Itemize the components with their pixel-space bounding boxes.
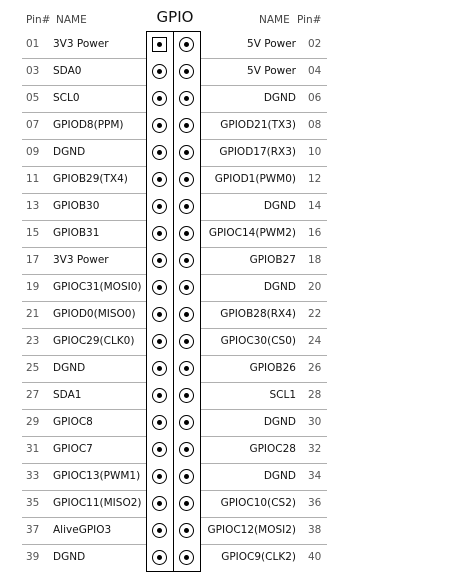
- round-pin-icon: [179, 469, 194, 484]
- round-pin-icon: [152, 334, 167, 349]
- pin-number-left: 23: [26, 335, 40, 347]
- pin-name-left: GPIOC11(MISO2): [53, 497, 142, 509]
- pin-number-left: 15: [26, 227, 40, 239]
- pin-number-right: 20: [308, 281, 322, 293]
- pin-name-left: GPIOB31: [53, 227, 100, 239]
- pin-name-left: GPIOC13(PWM1): [53, 470, 141, 482]
- pin-number-left: 11: [26, 173, 40, 185]
- pin-number-left: 37: [26, 524, 40, 536]
- pin-number-right: 30: [308, 416, 322, 428]
- round-pin-icon: [179, 523, 194, 538]
- round-pin-icon: [179, 280, 194, 295]
- round-pin-icon: [152, 199, 167, 214]
- pin-number-right: 02: [308, 38, 322, 50]
- pin-number-right: 22: [308, 308, 322, 320]
- pin-name-left: GPIOC29(CLK0): [53, 335, 135, 347]
- pin-row: [0, 275, 452, 302]
- pin-number-left: 09: [26, 146, 40, 158]
- pin-number-right: 12: [308, 173, 322, 185]
- pin-name-right: GPIOC14(PWM2): [208, 227, 296, 239]
- pin-name-right: GPIOB27: [249, 254, 296, 266]
- pin-number-right: 18: [308, 254, 322, 266]
- pin-name-left: GPIOD8(PPM): [53, 119, 124, 131]
- pin-number-right: 34: [308, 470, 322, 482]
- pin-row: [0, 140, 452, 167]
- round-pin-icon: [179, 307, 194, 322]
- pin-name-right: DGND: [263, 470, 296, 482]
- pin-number-left: 35: [26, 497, 40, 509]
- pin-number-left: 25: [26, 362, 40, 374]
- round-pin-icon: [152, 172, 167, 187]
- pin-number-left: 33: [26, 470, 40, 482]
- round-pin-icon: [152, 118, 167, 133]
- round-pin-icon: [152, 442, 167, 457]
- pin-row: [0, 464, 452, 491]
- pin-row: [0, 356, 452, 383]
- pin-number-left: 29: [26, 416, 40, 428]
- round-pin-icon: [179, 361, 194, 376]
- pin-number-left: 01: [26, 38, 40, 50]
- pin-row: [0, 329, 452, 356]
- pin-row: [0, 302, 452, 329]
- round-pin-icon: [179, 91, 194, 106]
- pin-name-left: SDA0: [53, 65, 82, 77]
- pin-row: [0, 518, 452, 545]
- round-pin-icon: [179, 199, 194, 214]
- pin-number-left: 19: [26, 281, 40, 293]
- pin-name-right: DGND: [263, 281, 296, 293]
- pin-name-right: GPIOB28(RX4): [220, 308, 296, 320]
- pin-name-right: GPIOD21(TX3): [220, 119, 296, 131]
- pin-row: [0, 32, 452, 59]
- pin-name-left: GPIOC7: [53, 443, 93, 455]
- header-pin-right: Pin#: [297, 14, 322, 26]
- header-pin-left: Pin#: [26, 14, 51, 26]
- pin-name-left: 3V3 Power: [53, 38, 109, 50]
- pin-name-left: GPIOB29(TX4): [53, 173, 128, 185]
- pin-name-right: SCL1: [269, 389, 296, 401]
- pin-number-right: 06: [308, 92, 322, 104]
- round-pin-icon: [179, 118, 194, 133]
- round-pin-icon: [152, 361, 167, 376]
- pin-name-right: GPIOC9(CLK2): [221, 551, 296, 563]
- pin-number-left: 13: [26, 200, 40, 212]
- pin-row: [0, 545, 452, 572]
- pin-number-right: 24: [308, 335, 322, 347]
- round-pin-icon: [152, 145, 167, 160]
- pin-name-right: 5V Power: [247, 38, 296, 50]
- pin-name-left: 3V3 Power: [53, 254, 109, 266]
- pin-name-right: GPIOC12(MOSI2): [207, 524, 296, 536]
- pin-name-left: SCL0: [53, 92, 80, 104]
- pin-name-right: GPIOD17(RX3): [219, 146, 296, 158]
- pin-name-right: GPIOC28: [249, 443, 296, 455]
- pin-number-left: 05: [26, 92, 40, 104]
- pin-name-left: SDA1: [53, 389, 82, 401]
- pin-row: [0, 221, 452, 248]
- round-pin-icon: [179, 145, 194, 160]
- header-name-left: NAME: [56, 14, 87, 26]
- round-pin-icon: [179, 550, 194, 565]
- pin-row: [0, 59, 452, 86]
- pin-number-left: 39: [26, 551, 40, 563]
- round-pin-icon: [152, 91, 167, 106]
- round-pin-icon: [152, 307, 167, 322]
- pin-name-right: DGND: [263, 416, 296, 428]
- round-pin-icon: [179, 253, 194, 268]
- round-pin-icon: [152, 226, 167, 241]
- round-pin-icon: [152, 64, 167, 79]
- pin-row: [0, 491, 452, 518]
- pin-number-right: 40: [308, 551, 322, 563]
- pin-name-left: AliveGPIO3: [53, 524, 112, 536]
- pin-name-left: DGND: [53, 551, 86, 563]
- round-pin-icon: [152, 388, 167, 403]
- pin-number-right: 10: [308, 146, 322, 158]
- pin-row: [0, 86, 452, 113]
- pin-number-right: 04: [308, 65, 322, 77]
- pin-number-right: 14: [308, 200, 322, 212]
- pin-name-right: GPIOD1(PWM0): [214, 173, 296, 185]
- round-pin-icon: [179, 172, 194, 187]
- round-pin-icon: [152, 523, 167, 538]
- pin-number-right: 08: [308, 119, 322, 131]
- pin-name-right: 5V Power: [247, 65, 296, 77]
- pin-name-right: DGND: [263, 200, 296, 212]
- round-pin-icon: [179, 226, 194, 241]
- pin-name-right: GPIOB26: [249, 362, 296, 374]
- pin-number-left: 07: [26, 119, 40, 131]
- square-pin-icon: [152, 37, 167, 52]
- pin-number-left: 27: [26, 389, 40, 401]
- round-pin-icon: [152, 253, 167, 268]
- pin-name-right: DGND: [263, 92, 296, 104]
- pin-number-right: 38: [308, 524, 322, 536]
- round-pin-icon: [179, 64, 194, 79]
- round-pin-icon: [152, 280, 167, 295]
- round-pin-icon: [179, 334, 194, 349]
- pin-row: [0, 410, 452, 437]
- round-pin-icon: [179, 388, 194, 403]
- round-pin-icon: [152, 415, 167, 430]
- pin-name-left: GPIOD0(MISO0): [53, 308, 136, 320]
- pin-name-left: GPIOC31(MOSI0): [53, 281, 142, 293]
- pin-row: [0, 167, 452, 194]
- round-pin-icon: [152, 469, 167, 484]
- pin-number-right: 26: [308, 362, 322, 374]
- pin-name-left: DGND: [53, 146, 86, 158]
- round-pin-icon: [179, 496, 194, 511]
- round-pin-icon: [179, 415, 194, 430]
- pin-row: [0, 113, 452, 140]
- header-title: GPIO: [156, 8, 194, 26]
- pin-row: [0, 383, 452, 410]
- pin-number-left: 31: [26, 443, 40, 455]
- pin-name-left: GPIOB30: [53, 200, 100, 212]
- round-pin-icon: [152, 496, 167, 511]
- pin-number-right: 36: [308, 497, 322, 509]
- round-pin-icon: [152, 550, 167, 565]
- pin-number-right: 32: [308, 443, 322, 455]
- pin-number-right: 28: [308, 389, 322, 401]
- pin-name-right: GPIOC30(CS0): [220, 335, 296, 347]
- pin-row: [0, 194, 452, 221]
- header-name-right: NAME: [259, 14, 290, 26]
- round-pin-icon: [179, 37, 194, 52]
- pin-row: [0, 248, 452, 275]
- pin-name-left: DGND: [53, 362, 86, 374]
- pin-number-left: 21: [26, 308, 40, 320]
- pin-number-right: 16: [308, 227, 322, 239]
- pin-name-right: GPIOC10(CS2): [220, 497, 296, 509]
- round-pin-icon: [179, 442, 194, 457]
- pin-name-left: GPIOC8: [53, 416, 93, 428]
- pin-number-left: 17: [26, 254, 40, 266]
- pin-number-left: 03: [26, 65, 40, 77]
- pin-row: [0, 437, 452, 464]
